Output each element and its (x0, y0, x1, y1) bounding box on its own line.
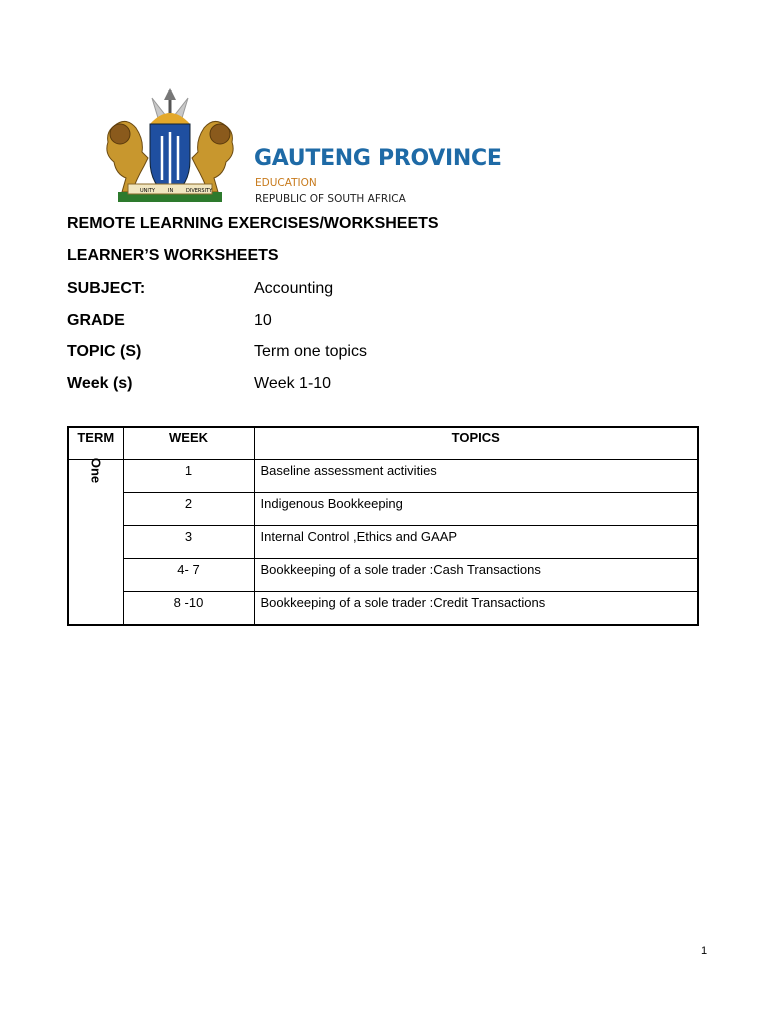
motto-left: UNITY (140, 188, 155, 194)
header-week: WEEK (123, 427, 254, 460)
page-number: 1 (701, 945, 708, 957)
table-row (68, 592, 698, 626)
week-cell: 8 -10 (123, 592, 254, 626)
motto-right: DIVERSITY (186, 188, 213, 194)
topic-cell: Bookkeeping of a sole trader :Cash Transactions (254, 559, 698, 592)
term-cell (68, 457, 123, 626)
field-label-topic: TOPIC (S) (67, 343, 142, 360)
field-value-topic: Term one topics (254, 343, 367, 360)
department-name: EDUCATION (255, 177, 317, 189)
field-label-week: Week (s) (67, 375, 133, 392)
week-cell: 4- 7 (123, 559, 254, 592)
table-row (68, 526, 698, 559)
topic-cell: Indigenous Bookkeeping (254, 493, 698, 526)
field-label-subject: SUBJECT: (67, 280, 146, 297)
term-label: One (88, 457, 104, 484)
field-value-grade: 10 (254, 312, 272, 329)
week-cell: 1 (123, 460, 254, 493)
topics-table (67, 426, 699, 626)
week-cell: 3 (123, 526, 254, 559)
topic-cell: Baseline assessment activities (254, 460, 698, 493)
country-name: REPUBLIC OF SOUTH AFRICA (255, 193, 406, 205)
table-row (68, 559, 698, 592)
field-value-week: Week 1-10 (254, 375, 332, 392)
field-label-grade: GRADE (67, 312, 125, 329)
table-row (68, 460, 698, 493)
header-logo (92, 88, 502, 213)
coat-of-arms-icon (92, 88, 252, 213)
document-subtitle: LEARNER’S WORKSHEETS (67, 247, 279, 264)
table-row (68, 493, 698, 526)
table-header-row (68, 427, 698, 460)
header-topics: TOPICS (254, 427, 698, 460)
province-name: GAUTENG PROVINCE (254, 146, 502, 171)
week-cell: 2 (123, 493, 254, 526)
field-value-subject: Accounting (254, 280, 334, 297)
topic-cell: Internal Control ,Ethics and GAAP (254, 526, 698, 559)
document-title: REMOTE LEARNING EXERCISES/WORKSHEETS (67, 215, 439, 232)
header-term: TERM (68, 427, 123, 460)
topic-cell: Bookkeeping of a sole trader :Credit Transactions (254, 592, 698, 626)
motto-mid: IN (168, 188, 174, 194)
